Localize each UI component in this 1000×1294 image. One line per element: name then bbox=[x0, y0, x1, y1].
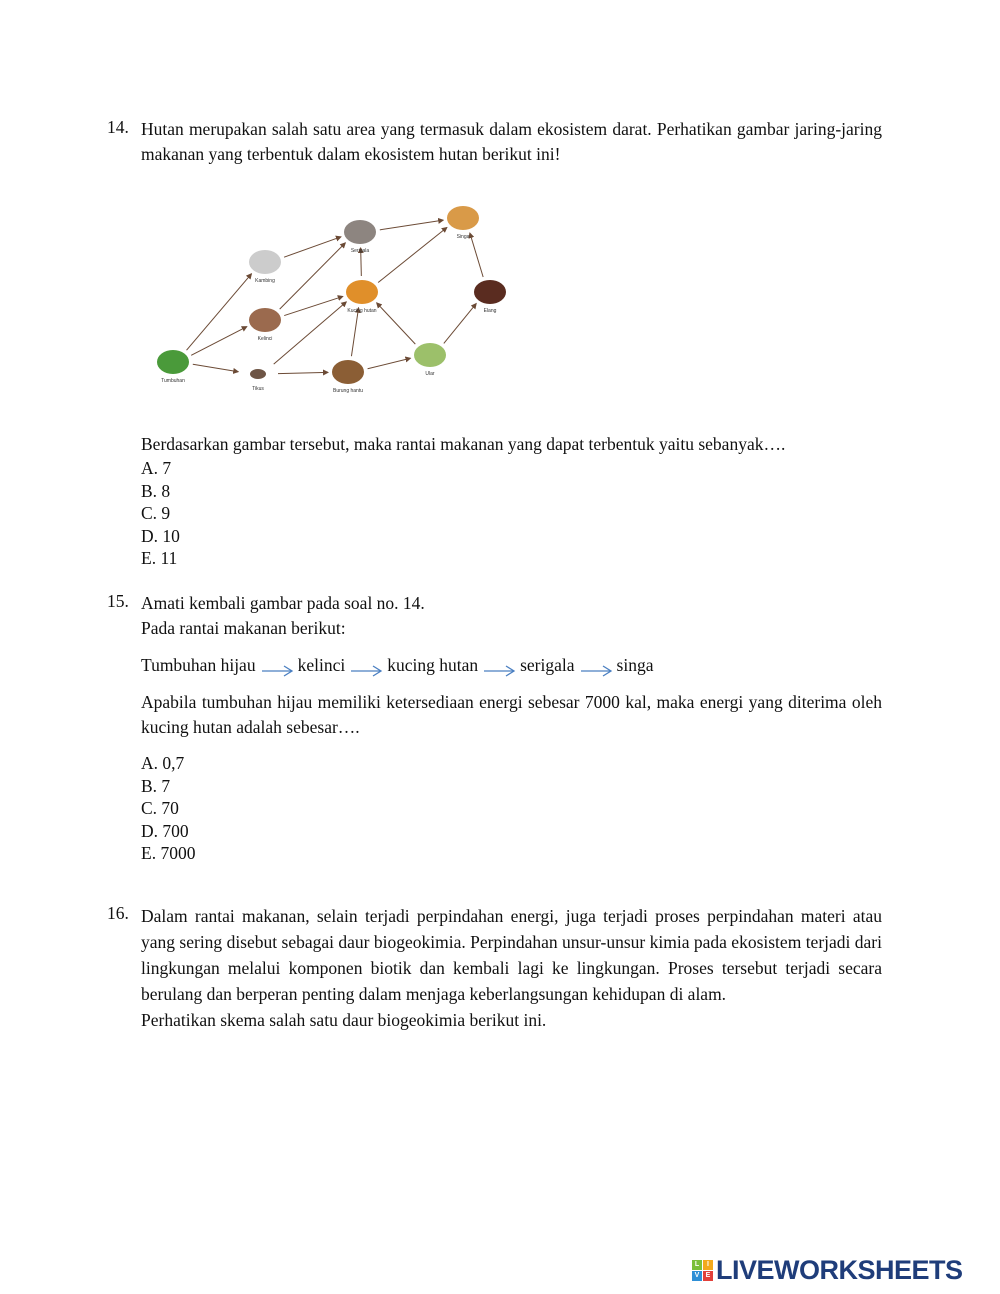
option-c[interactable]: C. 70 bbox=[141, 798, 179, 819]
arrow-burung-kucing bbox=[351, 308, 358, 356]
question-text: Apabila tumbuhan hijau memiliki ketersediaan energi sebesar 7000 kal, maka energi yang diterima oleh kucing hutan adalah sebesar…. bbox=[141, 692, 882, 737]
arrow-tikus-kucing bbox=[274, 302, 347, 364]
kambing-label: Kambing bbox=[255, 278, 275, 284]
food-chain bbox=[141, 653, 882, 678]
arrow-ular-elang bbox=[444, 304, 476, 344]
kucing-illustration bbox=[346, 280, 378, 304]
arrow-tumbuhan-kambing bbox=[187, 274, 252, 350]
ular-label: Ular bbox=[425, 371, 435, 377]
burung-label: Burung hantu bbox=[332, 388, 364, 394]
question-14 bbox=[107, 117, 882, 167]
option-d[interactable]: D. 700 bbox=[141, 820, 189, 841]
arrow-right-icon bbox=[482, 660, 516, 674]
question-number: 16. bbox=[107, 903, 129, 923]
serigala-label: Serigala bbox=[350, 248, 370, 254]
chain-item: singa bbox=[616, 655, 654, 675]
arrow-right-icon bbox=[260, 660, 294, 674]
arrow-tumbuhan-kelinci bbox=[191, 327, 247, 356]
logo-tile: L bbox=[692, 1260, 702, 1270]
chain-item: Tumbuhan hijau bbox=[141, 655, 256, 675]
tumbuhan-illustration bbox=[157, 350, 189, 374]
logo-tile: E bbox=[703, 1271, 713, 1281]
singa-illustration bbox=[447, 206, 479, 230]
kelinci-illustration bbox=[249, 308, 281, 332]
food-web-diagram bbox=[140, 185, 550, 405]
logo-tile: V bbox=[692, 1271, 702, 1281]
question-16 bbox=[107, 903, 882, 1033]
singa-label: Singa bbox=[456, 234, 470, 240]
arrow-burung-ular bbox=[368, 358, 411, 369]
liveworksheets-logo bbox=[692, 1255, 963, 1286]
question-number: 15. bbox=[107, 591, 129, 611]
arrow-kambing-serigala bbox=[284, 237, 341, 257]
question-14-options bbox=[107, 432, 882, 570]
ular-illustration bbox=[414, 343, 446, 367]
elang-label: Elang bbox=[483, 308, 497, 314]
arrow-ular-kucing bbox=[377, 303, 416, 344]
arrow-serigala-singa bbox=[380, 220, 443, 230]
question-text: Dalam rantai makanan, selain terjadi perpindahan energi, juga terjadi proses perpindahan materi atau yang sering disebut sebagai daur biogeokimia. Perpindahan unsur-unsur kimia pada ekosistem terjadi dari lingkungan melalui komponen biotik dan kembali lagi ke lingkungan. Proses tersebut terjadi secara berulang dan berperan penting dalam menjaga keberlangsungan kehidupan di alam. bbox=[141, 906, 882, 1004]
chain-item: kucing hutan bbox=[387, 655, 479, 675]
tumbuhan-label: Tumbuhan bbox=[161, 378, 185, 384]
question-text: Pada rantai makanan berikut: bbox=[141, 618, 346, 638]
question-15 bbox=[107, 591, 882, 865]
option-b[interactable]: B. 8 bbox=[141, 480, 171, 501]
tikus-illustration bbox=[250, 369, 266, 379]
arrow-right-icon bbox=[349, 660, 383, 674]
arrow-kucing-singa bbox=[378, 227, 447, 282]
chain-item: kelinci bbox=[297, 655, 346, 675]
question-number: 14. bbox=[107, 117, 129, 137]
option-a[interactable]: A. 0,7 bbox=[141, 753, 185, 773]
option-b[interactable]: B. 7 bbox=[141, 775, 171, 796]
tikus-label: Tikus bbox=[252, 386, 264, 392]
kelinci-label: Kelinci bbox=[257, 336, 273, 342]
arrow-right-icon bbox=[579, 660, 613, 674]
option-e[interactable]: E. 7000 bbox=[141, 843, 196, 864]
arrow-elang-singa bbox=[470, 233, 483, 277]
logo-text: LIVEWORKSHEETS bbox=[716, 1255, 963, 1285]
chain-item: serigala bbox=[520, 655, 575, 675]
arrow-tumbuhan-tikus bbox=[193, 364, 238, 372]
question-text: Amati kembali gambar pada soal no. 14. bbox=[141, 593, 425, 613]
kambing-illustration bbox=[249, 250, 281, 274]
question-text: Perhatikan skema salah satu daur biogeokimia berikut ini. bbox=[141, 1010, 547, 1030]
arrow-tikus-burung bbox=[278, 372, 328, 373]
burung-illustration bbox=[332, 360, 364, 384]
option-c[interactable]: C. 9 bbox=[141, 503, 171, 524]
question-text: Hutan merupakan salah satu area yang termasuk dalam ekosistem darat. Perhatikan gambar jaring-jaring makanan yang terbentuk dalam ekosistem hutan berikut ini! bbox=[141, 119, 882, 164]
question-text: Berdasarkan gambar tersebut, maka rantai makanan yang dapat terbentuk yaitu sebanyak…. bbox=[141, 434, 786, 454]
serigala-illustration bbox=[344, 220, 376, 244]
logo-tile: I bbox=[703, 1260, 713, 1270]
kucing-label: Kucing hutan bbox=[347, 308, 377, 314]
elang-illustration bbox=[474, 280, 506, 304]
option-d[interactable]: D. 10 bbox=[141, 525, 180, 546]
option-a[interactable]: A. 7 bbox=[141, 458, 172, 478]
option-e[interactable]: E. 11 bbox=[141, 548, 178, 569]
